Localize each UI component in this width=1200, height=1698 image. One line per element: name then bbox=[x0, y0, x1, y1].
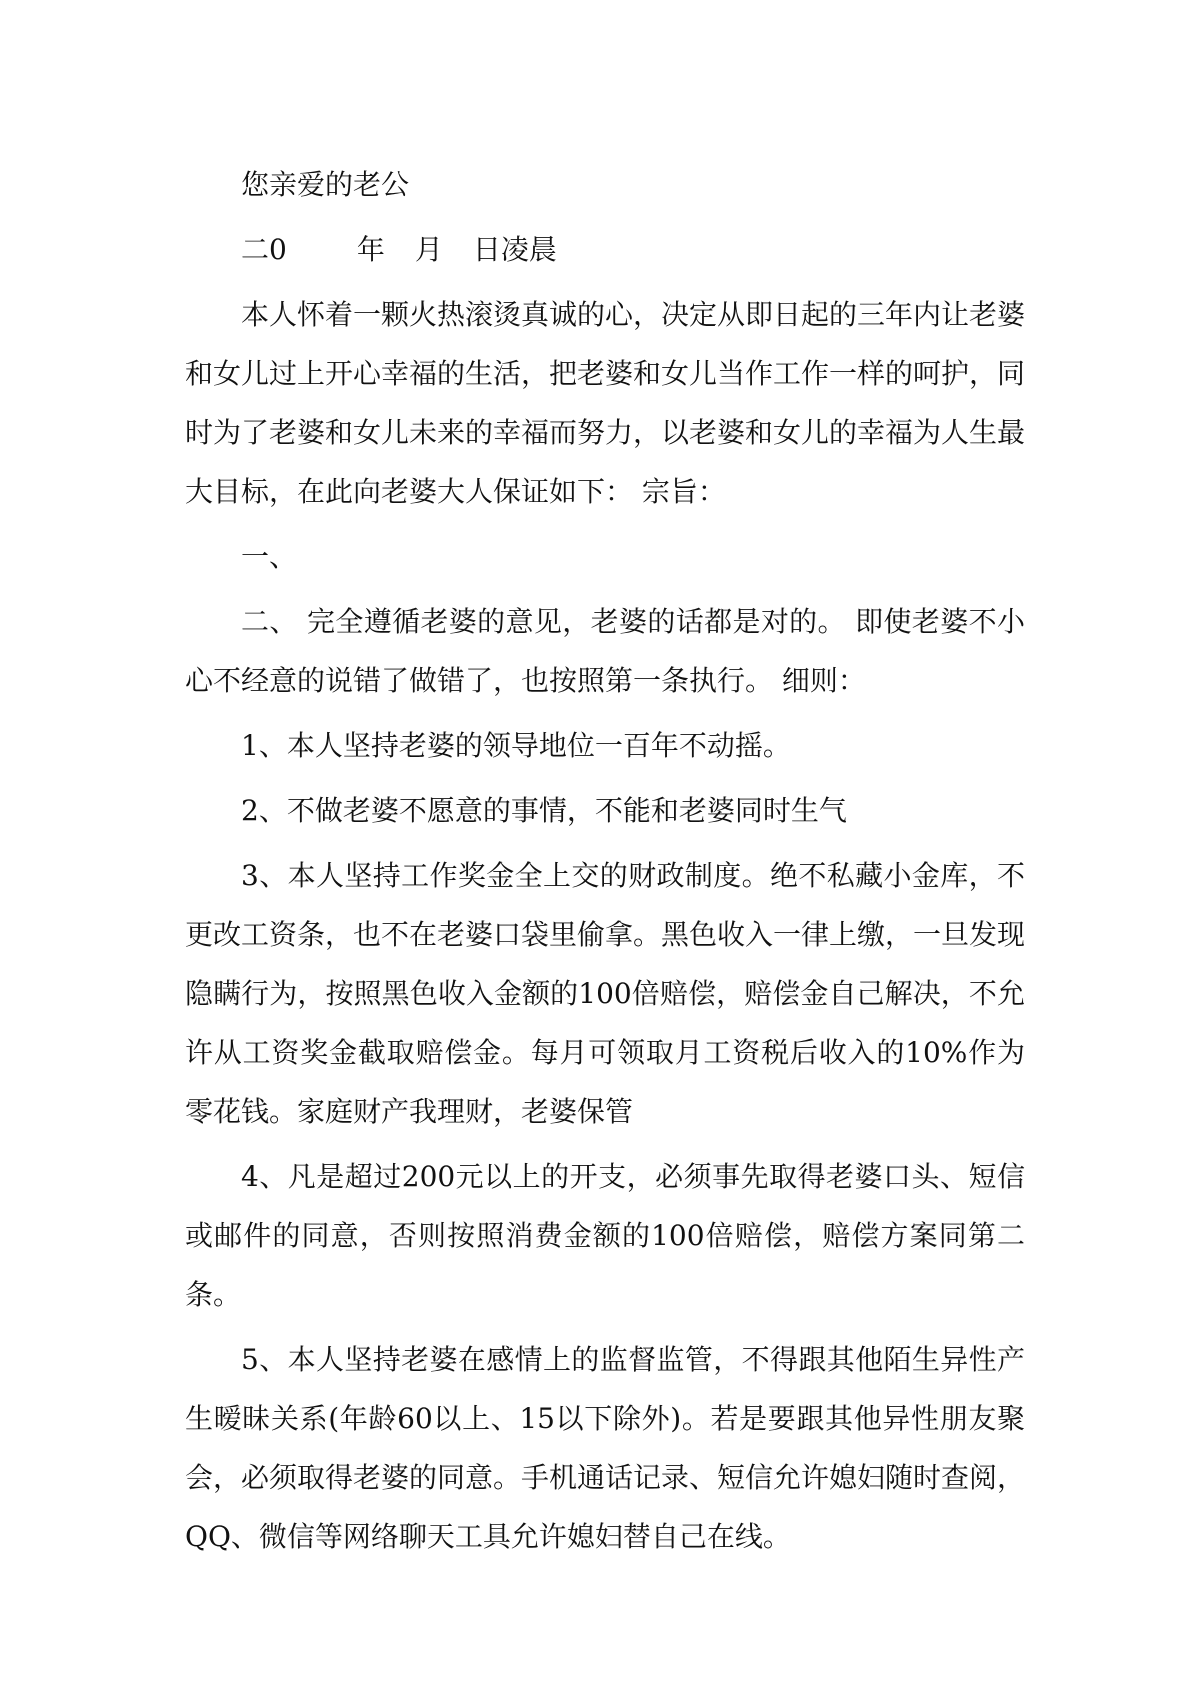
paragraph-rule-2: 2、不做老婆不愿意的事情，不能和老婆同时生气 bbox=[241, 794, 847, 827]
date-day-label: 日凌晨 bbox=[472, 233, 557, 266]
paragraph-rule-1: 1、本人坚持老婆的领导地位一百年不动摇。 bbox=[241, 729, 791, 762]
document-body bbox=[185, 155, 1025, 1572]
paragraph-intro: 本人怀着一颗火热滚烫真诚的心，决定从即日起的三年内让老婆和女儿过上开心幸福的生活，把老婆和女儿当作工作一样的呵护，同时为了老婆和女儿未来的幸福而努力，以老婆和女儿的幸福为人生最大目标，在此向老婆大人保证如下： 宗旨： bbox=[185, 298, 1026, 508]
paragraph-rule-5: 5、本人坚持老婆在感情上的监督监管，不得跟其他陌生异性产生暧昧关系(年龄60以上、15以下除外)。若是要跟其他异性朋友聚会，必须取得老婆的同意。手机通话记录、短信允许媳妇随时查阅，QQ、微信等网络聊天工具允许媳妇替自己在线。 bbox=[185, 1343, 1026, 1553]
paragraph-item-2: 二、 完全遵循老婆的意见，老婆的话都是对的。 即使老婆不小心不经意的说错了做错了，也按照第一条执行。 细则： bbox=[185, 605, 1025, 697]
paragraph-rule-3: 3、本人坚持工作奖金全上交的财政制度。绝不私藏小金库，不更改工资条，也不在老婆口袋里偷拿。黑色收入一律上缴，一旦发现隐瞒行为，按照黑色收入金额的100倍赔偿，赔偿金自己解决，不允许从工资奖金截取赔偿金。每月可领取月工资税后收入的10%作为零花钱。家庭财产我理财，老婆保管 bbox=[185, 859, 1026, 1128]
date-month-label: 月 bbox=[414, 233, 443, 266]
date-year-label: 年 bbox=[356, 233, 385, 266]
date-year-prefix: 二0 bbox=[241, 233, 287, 266]
paragraph-item-1: 一、 bbox=[241, 540, 298, 573]
date-line bbox=[185, 220, 1025, 279]
paragraph-rule-4: 4、凡是超过200元以上的开支，必须事先取得老婆口头、短信或邮件的同意，否则按照消费金额的100倍赔偿，赔偿方案同第二条。 bbox=[185, 1160, 1025, 1311]
signature-line: 您亲爱的老公 bbox=[241, 168, 410, 201]
